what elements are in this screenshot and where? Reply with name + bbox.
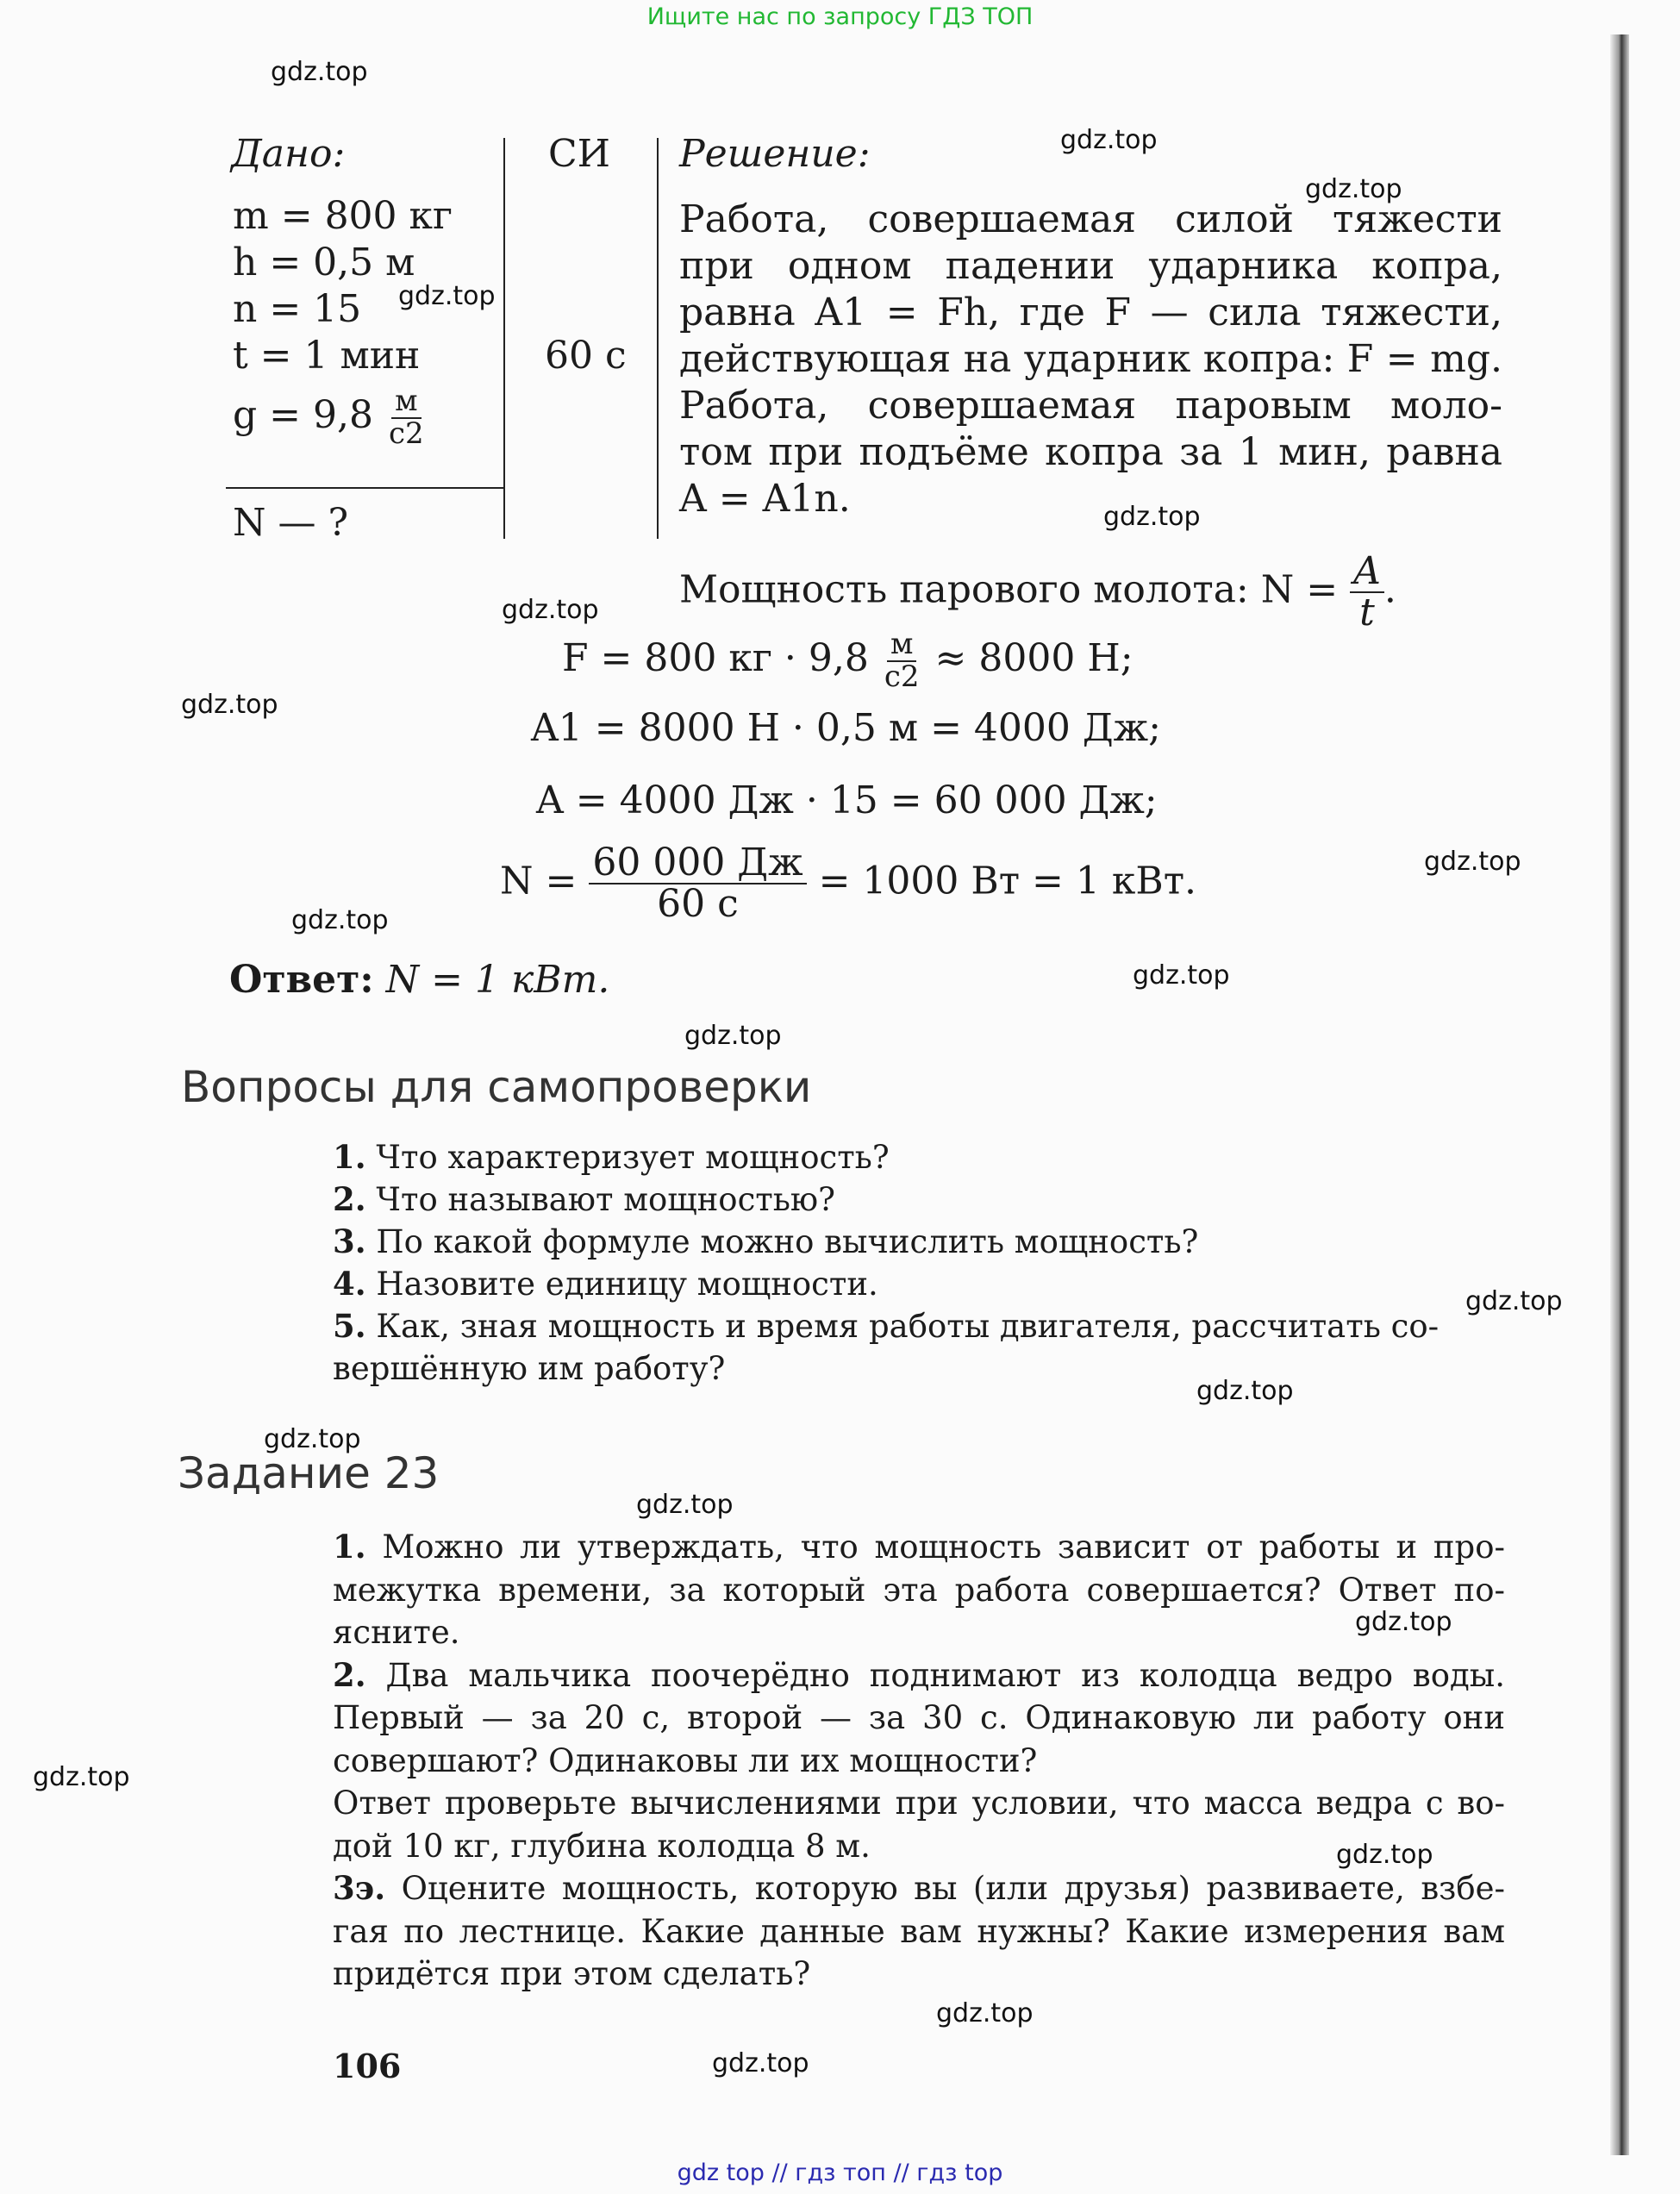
power-fraction [1350,549,1384,635]
equation-force [562,629,1134,692]
task-item [333,1782,1505,1867]
answer-value: N = 1 кВт. [385,958,610,1002]
solution-line: при одном падении ударника копра, [679,244,1502,288]
question-text: Что характеризует мощность? [376,1139,890,1176]
given-count: n = 15 [233,287,362,331]
solution-line: действующая на ударник копра: F = mg. [679,337,1502,381]
eq1-num: м [887,629,916,662]
watermark: gdz.top [712,2048,809,2078]
watermark: gdz.top [936,1998,1034,2028]
footer-links[interactable]: gdz top // гдз топ // гдз top [677,2160,1003,2186]
question-number: 4. [333,1265,366,1303]
given-mass: m = 800 кг [233,194,453,238]
book-spine-shadow [1610,34,1629,2155]
watermark: gdz.top [33,1762,130,1792]
question-text: Что называют мощностью? [376,1181,835,1218]
table-divider-1 [503,138,505,539]
watermark: gdz.top [1060,125,1158,155]
given-underline [226,487,505,489]
solution-line: равна A1 = Fh, где F — сила тяжести, [679,291,1502,334]
task-item [333,1867,1505,1996]
task-number: 1. [333,1528,366,1566]
task-text: Два мальчика поочерёдно поднимают из колодца ведро воды. Первый — за 20 с, второй — за 30 с. Одинаковую ли работу они совершают? Одинаковы ли их мощности? [333,1656,1506,1779]
top-banner[interactable]: Ищите нас по запросу ГДЗ ТОП [646,3,1034,30]
given-time: t = 1 мин [233,334,421,378]
given-header: Дано: [231,132,346,176]
given-gravity-left: g = 9,8 [233,393,373,438]
solution-line: Работа, совершаемая паровым моло- [679,384,1502,428]
watermark: gdz.top [1465,1286,1563,1316]
power-den: t [1359,591,1375,635]
gravity-unit-num: м [391,386,421,419]
eq4-fraction [589,841,806,927]
question-text: По какой формуле можно вычислить мощность? [376,1223,1199,1260]
self-check-title: Вопросы для самопроверки [181,1062,812,1112]
question-item [333,1136,1505,1178]
solution-line: A = A1n. [679,477,851,521]
watermark: gdz.top [181,690,278,720]
question-number: 1. [333,1138,366,1176]
self-check-list [333,1136,1505,1390]
solution-line: том при подъёме копра за 1 мин, равна [679,430,1502,474]
task-item [333,1526,1505,1654]
watermark: gdz.top [502,595,599,625]
question-text: Как, зная мощность и время работы двигателя, рассчитать со- [376,1308,1440,1345]
power-num: A [1350,552,1384,593]
power-label: Мощность парового молота: N = [679,567,1339,612]
task-text: Ответ проверьте вычислениями при условии, что масса ведра с во- дой 10 кг, глубина колодца 8 м. [333,1785,1505,1865]
eq1-den: с2 [884,659,920,694]
given-gravity-unit [385,386,428,449]
question-number: 2. [333,1180,366,1218]
watermark: gdz.top [398,281,496,311]
watermark: gdz.top [636,1490,734,1520]
watermark: gdz.top [1133,960,1230,991]
watermark: gdz.top [684,1021,782,1051]
solution-text [679,197,1502,522]
solution-line: Работа, совершаемая силой тяжести [679,197,1502,241]
watermark: gdz.top [1305,174,1402,204]
question-number: 3. [333,1222,366,1260]
si-header: СИ [548,132,611,176]
question-number: 5. [333,1307,366,1345]
eq1-left: F = 800 кг · 9,8 [562,636,869,681]
equation-power [500,841,1197,927]
watermark: gdz.top [291,905,389,935]
table-divider-2 [657,138,659,539]
watermark: gdz.top [1336,1840,1433,1870]
task-list [333,1526,1505,1996]
watermark: gdz.top [1196,1376,1294,1406]
page-number: 106 [333,2047,402,2085]
answer [229,957,609,1003]
question-text: вершённую им работу? [333,1350,726,1387]
power-period: . [1383,567,1396,612]
task-item [333,1654,1505,1783]
given-gravity [233,386,428,449]
task-text: Оцените мощность, которую вы (или друзья) развиваете, взбе- гая по лестнице. Какие данные вам нужны? Какие измерения вам придётся при этом сделать? [333,1870,1506,1992]
watermark: gdz.top [1355,1607,1452,1637]
solution-header: Решение: [679,132,871,176]
eq1-right: ≈ 8000 Н; [934,636,1134,681]
eq1-unit [881,629,923,692]
watermark: gdz.top [264,1424,361,1454]
eq4-num: 60 000 Дж [589,843,806,884]
gravity-unit-den: с2 [388,416,424,451]
given-find: N — ? [233,501,349,545]
equation-work-single: A1 = 8000 Н · 0,5 м = 4000 Дж; [531,706,1161,750]
task-title: Задание 23 [178,1448,440,1498]
task-number: 3э. [333,1869,386,1907]
watermark: gdz.top [1103,502,1201,532]
question-item [333,1305,1505,1347]
watermark: gdz.top [1424,847,1521,877]
given-height: h = 0,5 м [233,241,415,284]
eq4-left: N = [500,859,578,903]
eq4-right: = 1000 Вт = 1 кВт. [818,859,1197,903]
task-number: 2. [333,1655,366,1694]
si-time: 60 с [545,334,627,378]
eq4-den: 60 с [657,882,739,927]
question-item [333,1221,1505,1263]
question-item [333,1347,1505,1390]
question-text: Назовите единицу мощности. [376,1266,878,1303]
question-item [333,1178,1505,1221]
task-text: Можно ли утверждать, что мощность зависит от работы и про- межутка времени, за который эта работа совершается? Ответ по- ясните. [333,1528,1505,1651]
watermark: gdz.top [271,57,368,87]
answer-label: Ответ: [229,958,374,1002]
equation-work-total: A = 4000 Дж · 15 = 60 000 Дж; [536,778,1158,822]
power-formula [679,549,1396,635]
question-item [333,1263,1505,1305]
